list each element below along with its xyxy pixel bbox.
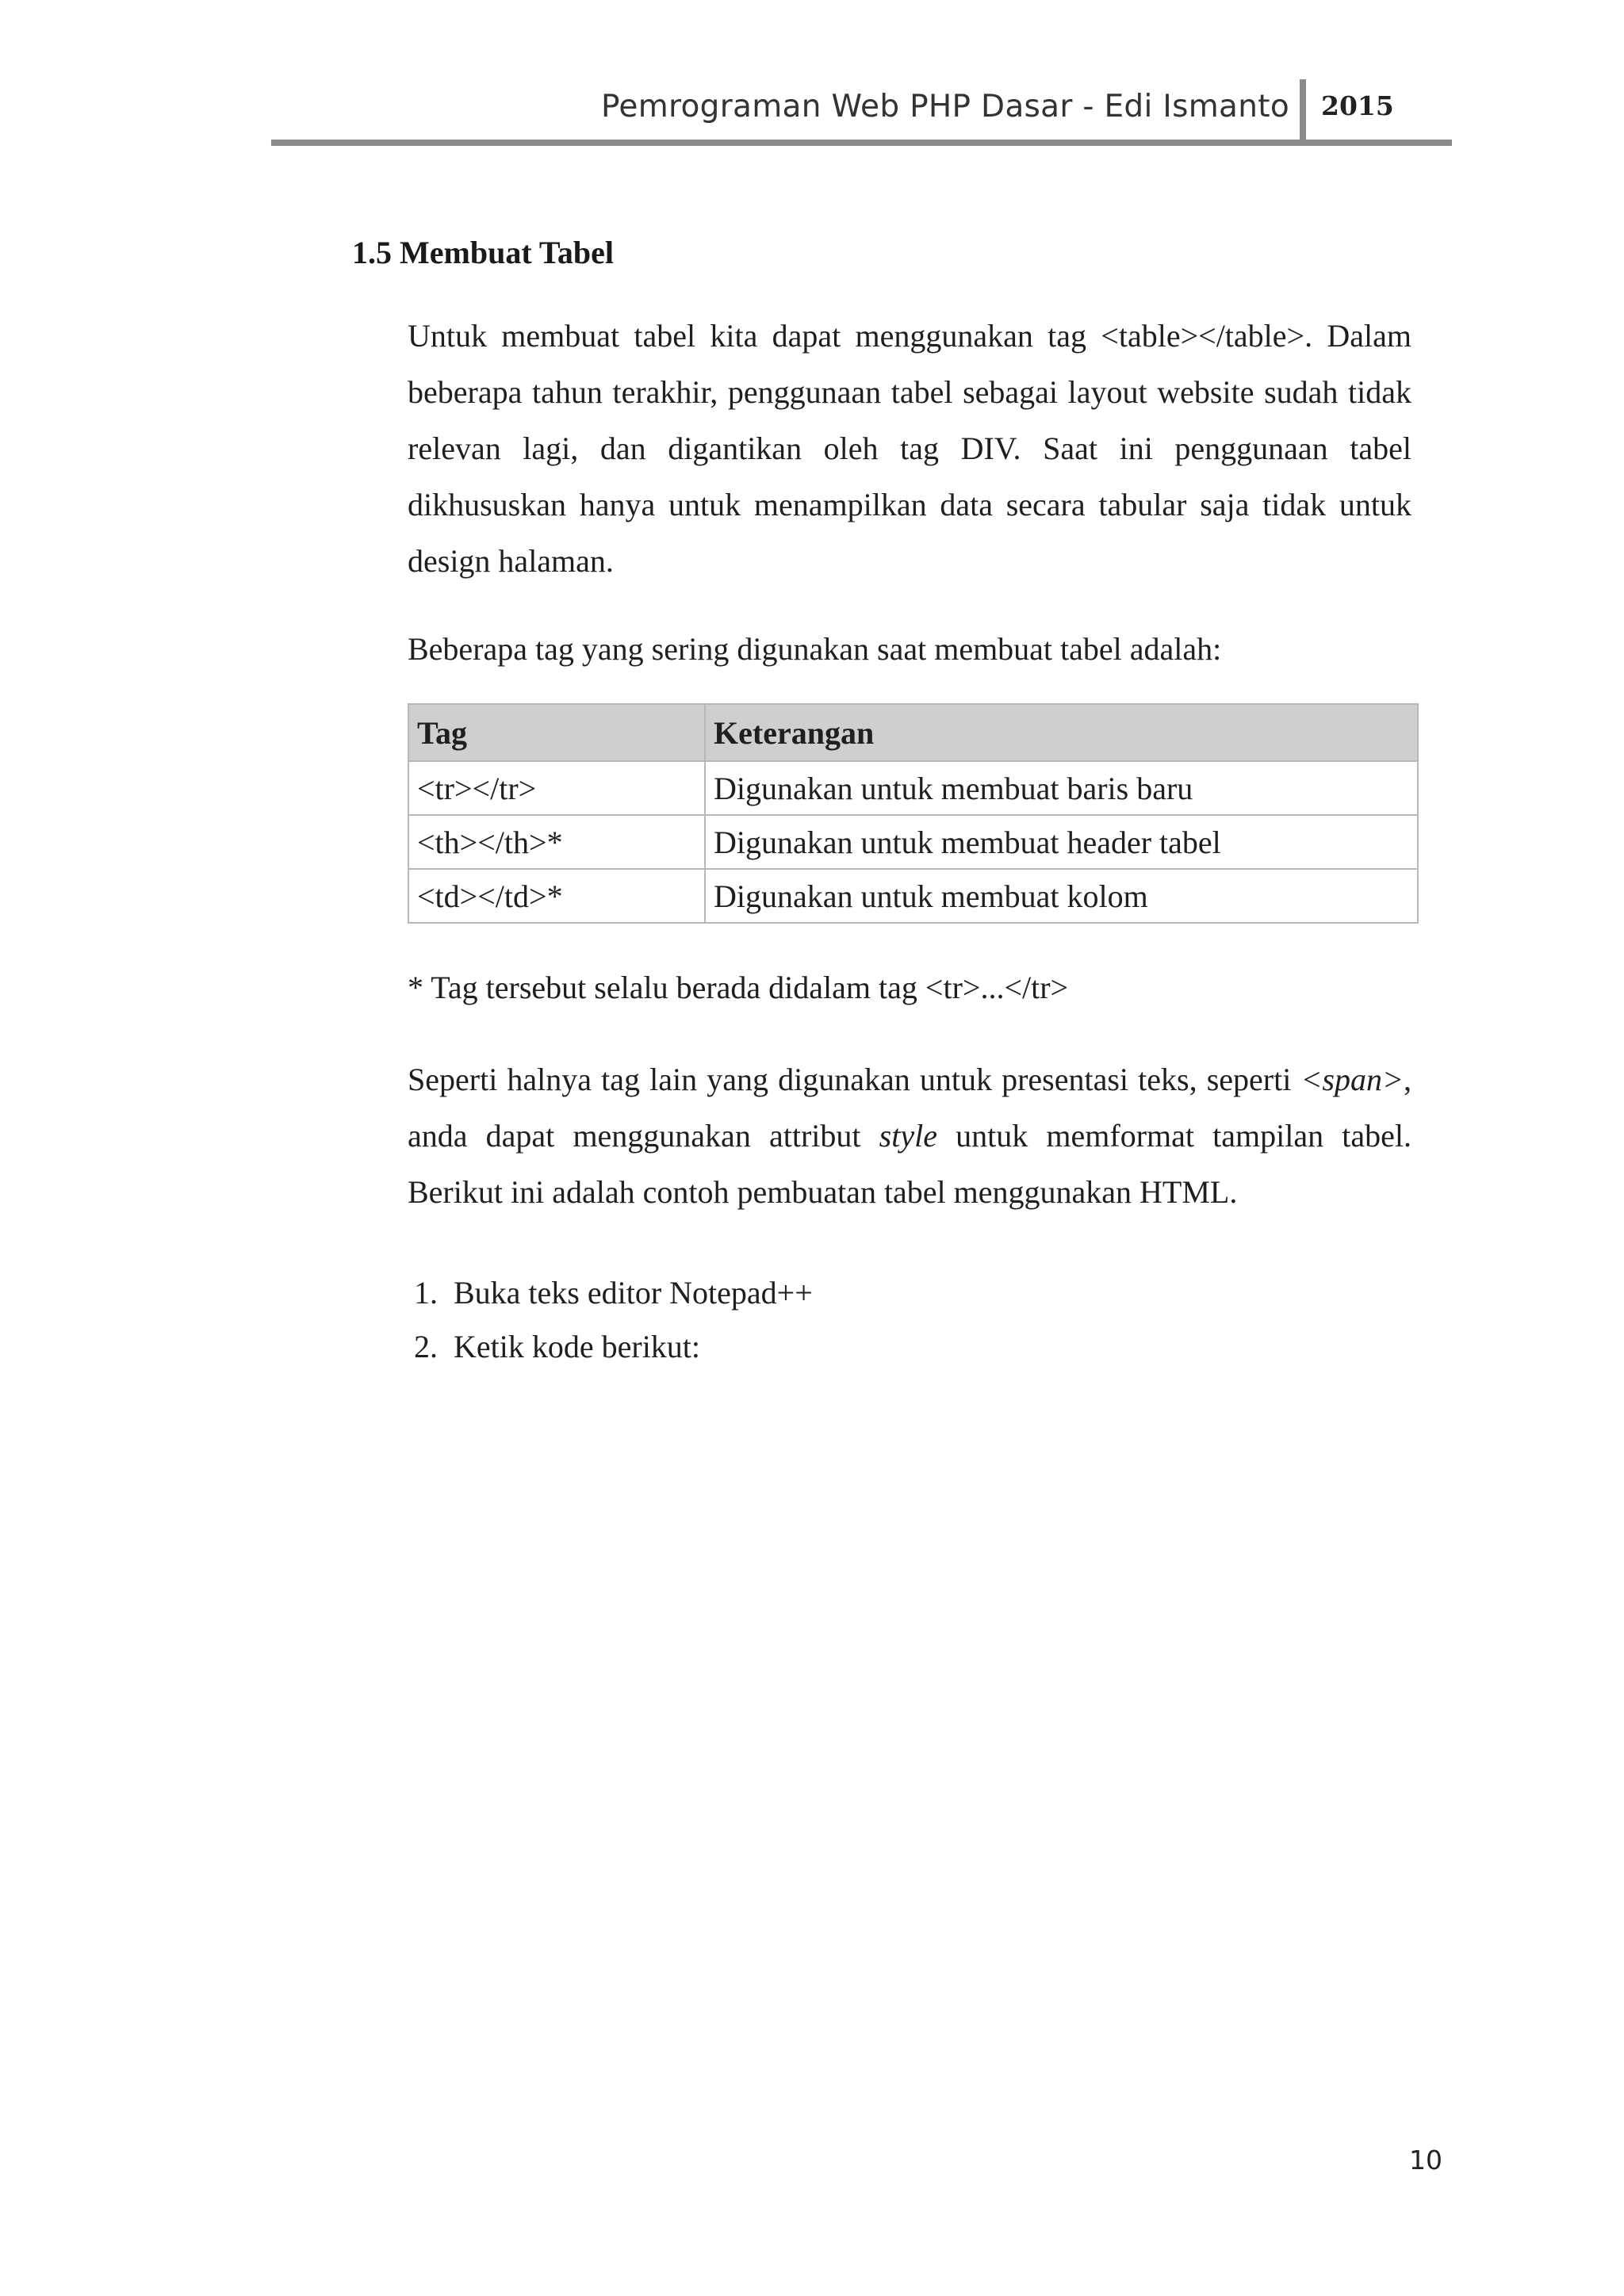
style-paragraph [408, 1051, 1411, 1220]
header-year: 2015 [1321, 90, 1394, 121]
table-cell-tag: <tr></tr> [408, 761, 705, 815]
header-divider [1300, 79, 1306, 144]
table-header-cell-keterangan: Keterangan [705, 704, 1418, 761]
step-number: 2. [414, 1329, 438, 1364]
table-row [408, 815, 1418, 869]
step-text: Ketik kode berikut: [454, 1329, 701, 1364]
table-row [408, 761, 1418, 815]
span-tag-text: <span> [1300, 1062, 1404, 1097]
table-lead-paragraph: Beberapa tag yang sering digunakan saat membuat tabel adalah: [408, 631, 1222, 667]
main-content [408, 308, 1411, 1374]
section-heading: 1.5 Membuat Tabel [352, 235, 615, 270]
style-text-after: untuk memformat tampilan tabel. Berikut ini adalah contoh pembuatan tabel menggunakan HTML. [408, 1118, 1411, 1210]
header-rule [271, 140, 1452, 146]
list-item [408, 1266, 1411, 1320]
table-row [408, 869, 1418, 923]
style-attribute-text: style [879, 1118, 937, 1154]
intro-paragraph: Untuk membuat tabel kita dapat menggunakan tag <table></table>. Dalam beberapa tahun terakhir, penggunaan tabel sebagai layout website sudah tidak relevan lagi, dan digantikan oleh tag DIV. Saat ini penggunaan tabel dikhususkan hanya untuk menampilkan data secara tabular saja tidak untuk design halaman. [408, 318, 1411, 579]
table-cell-keterangan: Digunakan untuk membuat kolom [705, 869, 1418, 923]
table-cell-tag: <th></th>* [408, 815, 705, 869]
list-item [408, 1320, 1411, 1374]
step-text: Buka teks editor Notepad++ [454, 1275, 813, 1311]
table-footnote: * Tag tersebut selalu berada didalam tag <tr>...</tr> [408, 970, 1069, 1005]
table-cell-keterangan: Digunakan untuk membuat header tabel [705, 815, 1418, 869]
tag-table [408, 703, 1419, 924]
table-header-row [408, 704, 1418, 761]
step-number: 1. [414, 1275, 438, 1311]
table-cell-keterangan: Digunakan untuk membuat baris baru [705, 761, 1418, 815]
style-text-before-span: Seperti halnya tag lain yang digunakan untuk presentasi teks, seperti [408, 1062, 1301, 1097]
header-title: Pemrograman Web PHP Dasar - Edi Ismanto [601, 89, 1289, 124]
steps-list [408, 1266, 1411, 1374]
table-header-cell-tag: Tag [408, 704, 705, 761]
page-number: 10 [1409, 2145, 1442, 2175]
table-cell-tag: <td></td>* [408, 869, 705, 923]
style-text-mid: , anda dapat menggunakan attribut [408, 1062, 1411, 1154]
